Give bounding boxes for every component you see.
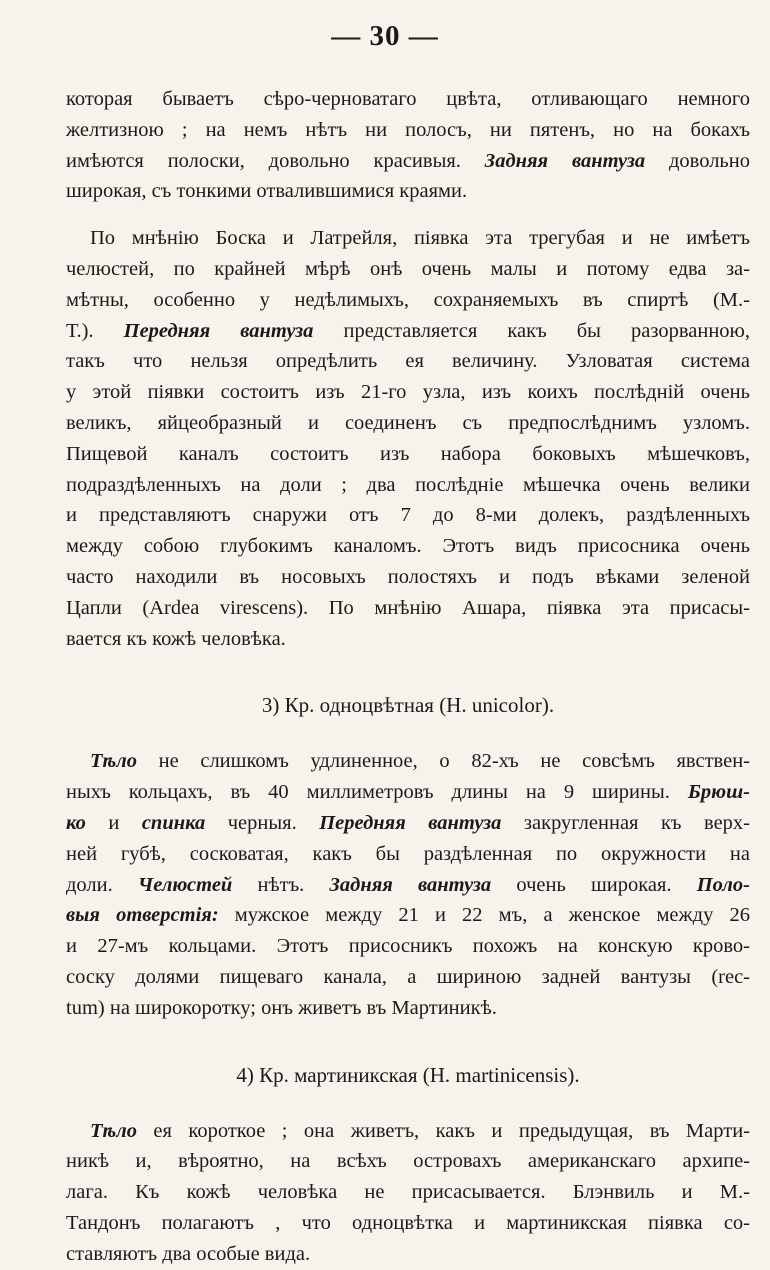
text-run: черныя. [205,811,320,834]
text-line [66,900,750,931]
text-line: мѣтны, особенно у недѣлимыхъ, сохраняемыхъ въ спиртѣ (М.- [66,288,750,311]
paragraph-2 [66,223,750,654]
text-line: широкая, съ тонкими отвалившимися краями. [66,180,468,203]
text-line [66,146,750,177]
text-line: лага. Къ кожѣ человѣка не присасывается. Блэнвиль и М.- [66,1181,750,1204]
text-run: ныхъ кольцахъ, въ 40 миллиметровъ длины на 9 ширины. [66,781,688,804]
text-run: закругленная къ верх- [501,811,750,834]
text-line: великъ, яйцеобразный и соединенъ съ предпослѣднимъ узломъ. [66,411,750,434]
text-run: и [85,811,142,834]
text-run: представляется какъ бы разорванною, [313,319,750,342]
term-genital-openings-end: выя отверстія: [66,904,219,927]
text-run: очень широкая. [491,873,697,896]
page-body [66,84,750,1270]
text-line [66,1116,750,1147]
term-body: Тѣло [90,750,137,773]
term-posterior-sucker: Задняя вантуза [484,149,646,172]
text-line: По мнѣнію Боска и Латрейля, піявка эта трегубая и не имѣетъ [90,227,750,250]
term-anterior-sucker: Передняя вантуза [123,319,314,342]
term-belly-end: ко [66,811,86,834]
text-line: между собою глубокимъ каналомъ. Этотъ видъ присосника очень [66,535,750,558]
text-run: Т.). [66,319,124,342]
text-line: Пищевой каналъ состоитъ изъ набора боковыхъ мѣшечковъ, [66,442,750,465]
text-run: нѣтъ. [232,873,330,896]
text-line: часто находили въ носовыхъ полостяхъ и подъ вѣками зеленой [66,565,750,588]
text-line: желтизною ; на немъ нѣтъ ни полосъ, ни пятенъ, но на бокахъ [66,118,750,141]
text-run: довольно [645,149,750,172]
paragraph-1 [66,84,750,207]
text-run: доли. [66,873,138,896]
section-heading-4: 4) Кр. мартиникская (H. martinicensis). [236,1062,580,1087]
text-line: никѣ и, вѣроятно, на всѣхъ островахъ американскаго архипе- [66,1150,750,1173]
text-line: челюстей, по крайней мѣрѣ онѣ очень малы и потому едва за- [66,257,750,280]
text-line: соску долями пищеваго канала, а шириною задней вантузы (rec- [66,965,750,988]
text-run: не слишкомъ удлиненное, о 82-хъ не совсѣмъ явствен- [136,750,750,773]
text-line: tum) на широкоротку; онъ живетъ въ Мартиникѣ. [66,996,497,1019]
page-number: — 30 — [331,20,439,52]
text-line: вается къ кожѣ человѣка. [66,627,286,650]
term-posterior-sucker: Задняя вантуза [329,873,492,896]
term-body: Тѣло [90,1119,137,1142]
text-line: ставляютъ два особые вида. [66,1242,311,1265]
text-line: которая бываетъ сѣро-черноватаго цвѣта, отливающаго немного [66,88,750,110]
term-belly: Брюш- [687,781,750,804]
term-jaws: Челюстей [137,873,233,896]
text-run: мужское между 21 и 22 мъ, а женское между 26 [218,904,750,927]
text-line [66,777,750,808]
text-line [66,316,750,347]
text-line [66,746,750,777]
text-line: ней губѣ, сосковатая, какъ бы раздѣленная по окружности на [66,842,750,865]
text-line: Тандонъ полагаютъ , что одноцвѣтка и мартиникская піявка со- [66,1211,750,1234]
section-heading-3: 3) Кр. одноцвѣтная (H. unicolor). [261,693,555,718]
text-line: у этой піявки состоитъ изъ 21-го узла, изъ коихъ послѣдній очень [66,381,750,404]
text-run: имѣются полоски, довольно красивыя. [66,149,485,172]
text-line: подраздѣленныхъ на доли ; два послѣдніе мѣшечка очень велики [66,473,750,496]
text-run: ея короткое ; она живетъ, какъ и предыдущая, въ Марти- [136,1119,750,1142]
text-line: такъ что нельзя опредѣлить ея величину. Узловатая система [66,350,750,373]
text-line [66,808,750,839]
text-line: и 27-мъ кольцами. Этотъ присосникъ похожъ на конскую крово- [66,935,750,958]
term-anterior-sucker: Передняя вантуза [319,811,502,834]
text-line: Цапли (Ardea virescens). По мнѣнію Ашара, піявка эта присасы- [66,596,750,619]
term-genital-openings: Поло- [696,873,750,896]
text-line: и представляютъ снаружи отъ 7 до 8-ми долекъ, раздѣленныхъ [66,504,750,527]
paragraph-3 [66,746,750,1023]
text-line [66,870,750,901]
paragraph-4 [66,1116,750,1270]
term-back: спинка [141,811,206,834]
